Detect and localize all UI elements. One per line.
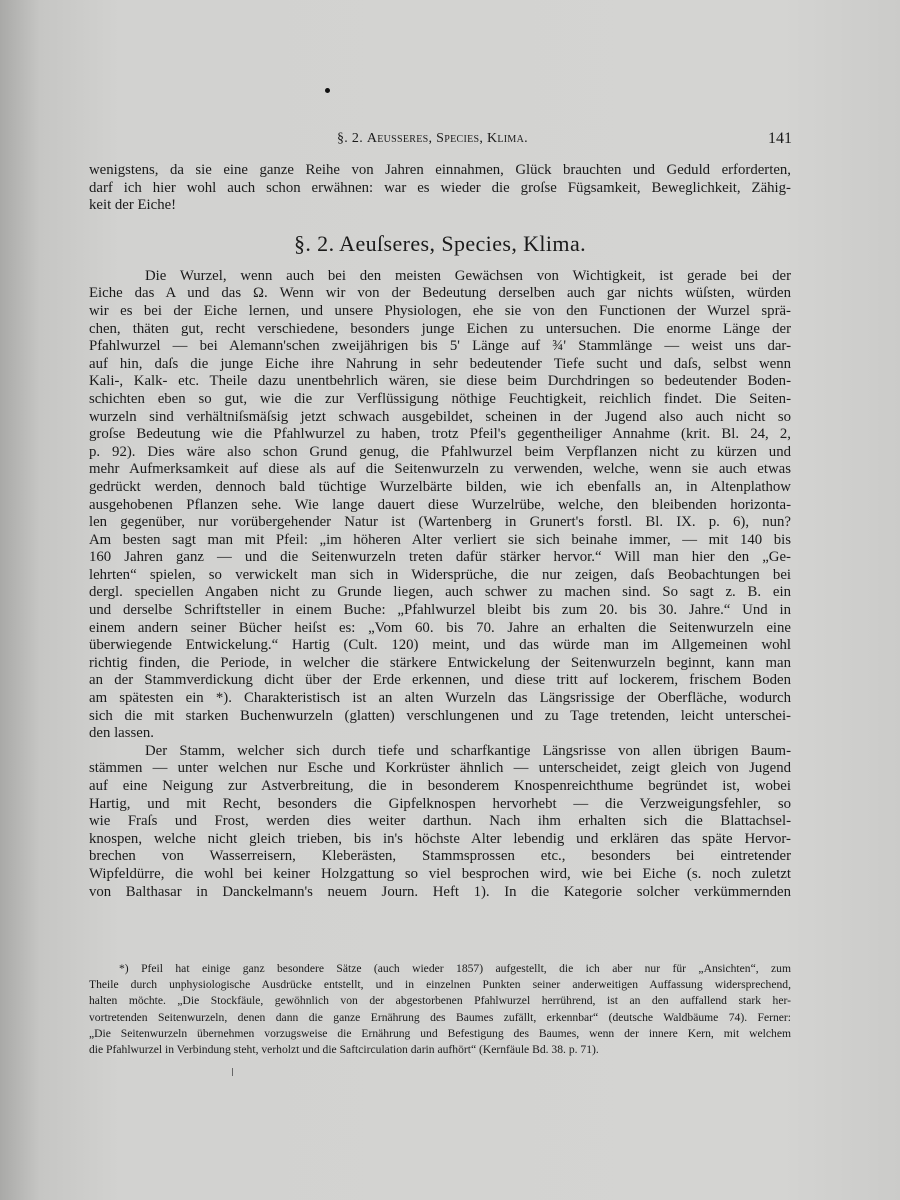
text-line: überwiegende Entwickelung.“ Hartig (Cult. 120) meint, und das würde man im Allgemeinen wohl (89, 637, 791, 654)
text-line: len gegenüber, nur vorübergehender Natur ist (Wartenberg in Grunert's forstl. Bl. IX. p. 6), nun? (89, 514, 791, 531)
ink-dot (325, 88, 330, 93)
text-line: an der Stammverdickung dicht über der Erde erkennen, und diese tritt auf lockerem, frischem Boden (89, 672, 791, 689)
section-heading: §. 2. Aeuſseres, Species, Klima. (293, 230, 587, 256)
text-line: keit der Eiche! (89, 197, 177, 214)
footnote-line: die Pfahlwurzel in Verbindung steht, verholzt und die Saftcirculation darin aufhört“ (Kernfäule Bd. 38. p. 71). (89, 1042, 599, 1056)
text-line: gedrückt werden, dennoch bald tüchtige Wurzelbärte bilden, wie ich ebenfalls an, in Altenplathow (89, 478, 791, 495)
scan-mark (232, 1068, 233, 1076)
text-line: mehr Aufmerksamkeit auf diese als auf die Seitenwurzeln zu verwenden, welche, wenn sie auch etwas (89, 461, 791, 478)
text-line: ausgehobenen Pflanzen sehe. Wie lange dauert diese Wurzelrübe, welche, den bleibenden horizonta- (89, 496, 791, 513)
main-text (89, 162, 791, 901)
text-line: wurzeln sind verhältniſsmäſsig jetzt schwach ausgebildet, scheinen in der Jugend also auch nicht so (89, 408, 791, 425)
text-line: am spätesten ein *). Charakteristisch ist an alten Wurzeln das Längsrissige der Oberfläche, wodurch (89, 690, 791, 707)
text-line: Am besten sagt man mit Pfeil: „im höheren Alter verliert sie sich beinahe immer, — mit 140 bis (89, 531, 791, 548)
text-line: lehrten“ spielen, so verwickelt man sich in Widersprüche, die nur zeigen, daſs Beobachtungen bei (89, 566, 791, 583)
text-line: schichten eben so gut, wie die zur Verflüssigung nöthige Feuchtigkeit, reichlich findet. Die Seiten- (89, 390, 791, 407)
footnote-block (89, 961, 791, 1058)
text-line: auf hin, daſs die junge Eiche ihre Nahrung in sehr bedeutender Tiefe sucht und daſs, selbst wenn (89, 355, 791, 372)
text-line: 160 Jahren ganz — und die Seitenwurzeln treten dafür stärker hervor.“ Will man hier den „Ge- (89, 549, 791, 566)
page-number: 141 (768, 130, 792, 147)
running-head-title: Aeusseres, Species, Klima. (366, 131, 528, 146)
text-line: und derselbe Schriftsteller in einem Buche: „Pfahlwurzel bleibt bis zum 20. bis 30. Jahre.“ Und in (89, 602, 791, 619)
running-head (337, 131, 528, 147)
text-line: knospen, welche nicht gleich trieben, bis in's höchste Alter lebendig und erklären das späte Hervor- (89, 830, 791, 847)
text-line: den lassen. (89, 725, 154, 742)
text-line: p. 92). Dies wäre also schon Grund genug, die Pfahlwurzel beim Verpflanzen nicht zu kürzen und (89, 443, 791, 460)
text-line: Eiche das A und das Ω. Wenn wir von der Bedeutung derselben auch gar nichts wüſsten, würden (89, 285, 791, 302)
footnote-line: *) Pfeil hat einige ganz besondere Sätze (auch wieder 1857) aufgestellt, die ich aber nur für „Ansichten“, zum (119, 962, 791, 975)
text-line: Der Stamm, welcher sich durch tiefe und scharfkantige Längsrisse von allen übrigen Baum- (145, 742, 791, 759)
text-line: stämmen — unter welchen nur Esche und Korkrüster ähnlich — unterscheidet, zeigt gleich von Jugend (89, 760, 791, 777)
footnote-line: Theile durch unphysiologische Ausdrücke entstellt, und in einzelnen Punkten seiner anderweitigen Auffassung widersprechend, (89, 978, 791, 992)
footnote-line: „Die Seitenwurzeln übernehmen vorzugsweise die Ernährung und Befestigung des Baumes, wenn der innere Kern, mit welchem (89, 1026, 791, 1040)
text-line: einem andern seiner Bücher heiſst es: „Vom 60. bis 70. Jahre an erhalten die Seitenwurzeln eine (89, 619, 791, 636)
text-line: dergl. speciellen Angaben nicht zu Grunde liegen, auch schwer zu machen sind. So sagt z. B. ein (89, 584, 791, 601)
text-line: Die Wurzel, wenn auch bei den meisten Gewächsen von Wichtigkeit, ist gerade bei der (145, 267, 791, 284)
text-line: wie Fraſs und Frost, werden dies weiter darthun. Nach ihm erhalten sich die Blattachsel- (89, 813, 791, 830)
text-line: auf eine Neigung zur Astverbreitung, die in besonderem Knospenreichthume begründet ist, wobei (89, 778, 791, 794)
footnote-line: halten möchte. „Die Stockfäule, gewöhnlich von der abgestorbenen Pfahlwurzel herrührend, ist an den auffallend stark her- (89, 994, 791, 1008)
text-line: wir es bei der Eiche lernen, und unsere Physiologen, ehe sie von den Functionen der Wurzel sprä- (89, 302, 791, 319)
text-line: wenigstens, da sie eine ganze Reihe von Jahren einnahmen, Glück brauchten und Geduld erforderten, (89, 162, 791, 178)
text-line: groſse Bedeutung wie die Pfahlwurzel zu haben, trotz Pfeil's gegentheiliger Annahme (krit. Bl. 24, 2, (89, 426, 791, 443)
text-line: Hartig, und mit Recht, besonders die Gipfelknospen hervorhebt — die Verzweigungsfehler, so (89, 795, 791, 812)
text-line: Wipfeldürre, die wohl bei keiner Holzgattung so viel besprochen wird, wie bei Eiche (s. noch zuletzt (89, 865, 791, 882)
text-line: chen, thäten gut, recht verschiedene, besonders junge Eichen zu untersuchen. Die enorme Länge der (89, 320, 791, 337)
text-line: von Balthasar in Danckelmann's neuem Journ. Heft 1). In die Kategorie solcher verkümmernden (89, 883, 791, 900)
text-line: darf ich hier wohl auch schon erwähnen: war es wieder die groſse Fügsamkeit, Beweglichkeit, Zähig- (89, 179, 791, 196)
text-line: Kali-, Kalk- etc. Theile dazu unentbehrlich wären, sie diese beim Durchdringen so bedeutender Boden- (89, 373, 791, 390)
text-line: brechen von Wasserreisern, Kleberästen, Stammsprossen etc., besonders bei eintretender (89, 848, 791, 865)
text-line: sich die mit starken Buchenwurzeln (glatten) verschlungenen und zu Tage tretenden, leicht unterschei- (89, 707, 791, 724)
footnote-line: vortretenden Seitenwurzeln, denen dann die ganze Ernährung des Baumes zufällt, erkennbar“ (deutsche Waldbäume 74). Ferner: (89, 1010, 791, 1024)
running-head-section: §. 2. (337, 131, 363, 146)
text-line: richtig finden, die Periode, in welcher die stärkere Entwickelung der Seitenwurzeln beginnt, kann man (89, 654, 791, 671)
text-line: Pfahlwurzel — bei Alemann'schen zweijährigen bis 5' Länge auf ¾' Stammlänge — weist uns dar- (89, 338, 791, 355)
